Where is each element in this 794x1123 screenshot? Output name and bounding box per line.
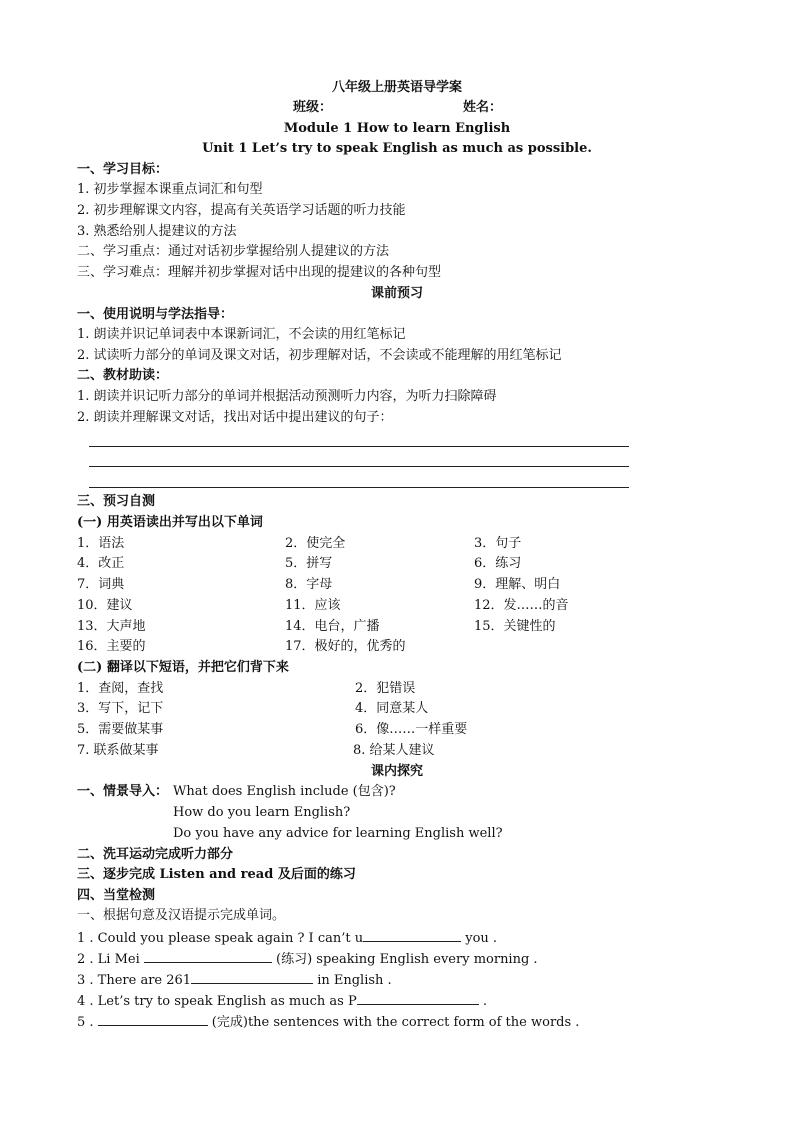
word-item: 8．字母 <box>285 577 333 592</box>
answer-line <box>89 466 629 467</box>
answer-line <box>89 446 629 447</box>
preview-title: 课前预习 <box>370 286 423 301</box>
exercise-item <box>77 1013 579 1031</box>
guide-item: 2. 试读听力部分的单词及课文对话，初步理解对话，不会读或不能理解的用红笔标记 <box>77 348 562 363</box>
word-item: 2．使完全 <box>285 536 346 551</box>
answer-blank[interactable] <box>191 971 313 984</box>
answer-blank[interactable] <box>144 950 272 963</box>
name-label: 姓名： <box>463 100 503 115</box>
exercise-text: 1 . Could you please speak again ? I can’t u <box>77 931 364 946</box>
exercise-item <box>77 992 487 1010</box>
phrase-item: 4．同意某人 <box>355 701 429 716</box>
module-title: Module 1 How to learn English <box>283 121 511 136</box>
exercise-text: . <box>478 994 487 1009</box>
exercise-text: 5 . <box>77 1015 98 1030</box>
step-check: 四、当堂检测 <box>77 888 156 903</box>
guide-heading: 一、使用说明与学法指导： <box>77 307 234 322</box>
exercise-text: 4 . Let’s try to speak English as much as P <box>77 994 357 1009</box>
class-inquiry-title: 课内探究 <box>370 764 423 779</box>
intro-question: How do you learn English? <box>173 805 351 820</box>
intro-question: Do you have any advice for learning English well? <box>173 826 503 841</box>
answer-line <box>89 487 629 488</box>
aid-item: 1. 朗读并识记听力部分的单词并根据活动预测听力内容，为听力扫除障碍 <box>77 389 497 404</box>
answer-blank[interactable] <box>357 992 479 1005</box>
focus-line: 二、学习重点：通过对话初步掌握给别人提建议的方法 <box>77 244 390 259</box>
word-item: 1．语法 <box>77 536 125 551</box>
selftest-heading: 三、预习自测 <box>77 494 156 509</box>
word-item: 10．建议 <box>77 598 133 613</box>
word-item: 5．拼写 <box>285 556 333 571</box>
word-item: 15．关键性的 <box>474 619 556 634</box>
exercise-text: you . <box>461 931 498 946</box>
guide-item: 1. 朗读并识记单词表中本课新词汇，不会读的用红笔标记 <box>77 327 406 342</box>
class-label: 班级： <box>293 100 333 115</box>
page-title: 八年级上册英语导学案 <box>331 80 462 95</box>
exercise-text: 2 . Li Mei <box>77 952 144 967</box>
phrase-item: 2．犯错误 <box>355 681 416 696</box>
phrase-item: 1．查阅，查找 <box>77 681 164 696</box>
word-item: 14．电台，广播 <box>285 619 380 634</box>
exercise-item <box>77 950 538 968</box>
objectives-heading: 一、学习目标： <box>77 162 169 177</box>
step-listening: 二、洗耳运动完成听力部分 <box>77 847 234 862</box>
answer-blank[interactable] <box>98 1013 208 1026</box>
phrase-item: 5．需要做某事 <box>77 722 164 737</box>
word-item: 7．词典 <box>77 577 125 592</box>
word-item: 6．练习 <box>474 556 522 571</box>
word-item: 4．改正 <box>77 556 125 571</box>
intro-question: What does English include (包含)? <box>173 784 396 799</box>
objective-item: 3. 熟悉给别人提建议的方法 <box>77 224 237 239</box>
word-item: 11．应该 <box>285 598 341 613</box>
word-item: 13．大声地 <box>77 619 146 634</box>
exercise-text: in English . <box>313 973 392 988</box>
phrases-heading: (二) 翻译以下短语，并把它们背下来 <box>77 660 289 675</box>
exercise-text: (完成)the sentences with the correct form of the words . <box>207 1015 580 1030</box>
word-item: 17．极好的，优秀的 <box>285 639 406 654</box>
exercise-item <box>77 971 392 989</box>
exercise-item <box>77 929 497 947</box>
word-item: 9．理解、明白 <box>474 577 561 592</box>
exercise-heading: 一、根据句意及汉语提示完成单词。 <box>77 908 286 923</box>
phrase-item: 8. 给某人建议 <box>353 743 435 758</box>
difficulty-line: 三、学习难点：理解并初步掌握对话中出现的提建议的各种句型 <box>77 265 442 280</box>
phrase-item: 6．像……一样重要 <box>355 722 468 737</box>
word-item: 12．发……的音 <box>474 598 569 613</box>
word-item: 16．主要的 <box>77 639 146 654</box>
unit-title: Unit 1 Let’s try to speak English as much as possible. <box>202 141 592 156</box>
aid-heading: 二、教材助读： <box>77 368 169 383</box>
phrase-item: 7. 联系做某事 <box>77 743 159 758</box>
objective-item: 1. 初步掌握本课重点词汇和句型 <box>77 182 263 197</box>
exercise-text: (练习) speaking English every morning . <box>271 952 538 967</box>
aid-item: 2. 朗读并理解课文对话，找出对话中提出建议的句子： <box>77 410 393 425</box>
phrase-item: 3．写下，记下 <box>77 701 164 716</box>
objective-item: 2. 初步理解课文内容，提高有关英语学习话题的听力技能 <box>77 203 406 218</box>
word-item: 3．句子 <box>474 536 522 551</box>
exercise-text: 3 . There are 261 <box>77 973 192 988</box>
step-listen-read: 三、逐步完成 Listen and read 及后面的练习 <box>77 867 356 882</box>
answer-blank[interactable] <box>363 929 461 942</box>
intro-label: 一、情景导入： <box>77 784 169 799</box>
words-heading: (一) 用英语读出并写出以下单词 <box>77 515 263 530</box>
